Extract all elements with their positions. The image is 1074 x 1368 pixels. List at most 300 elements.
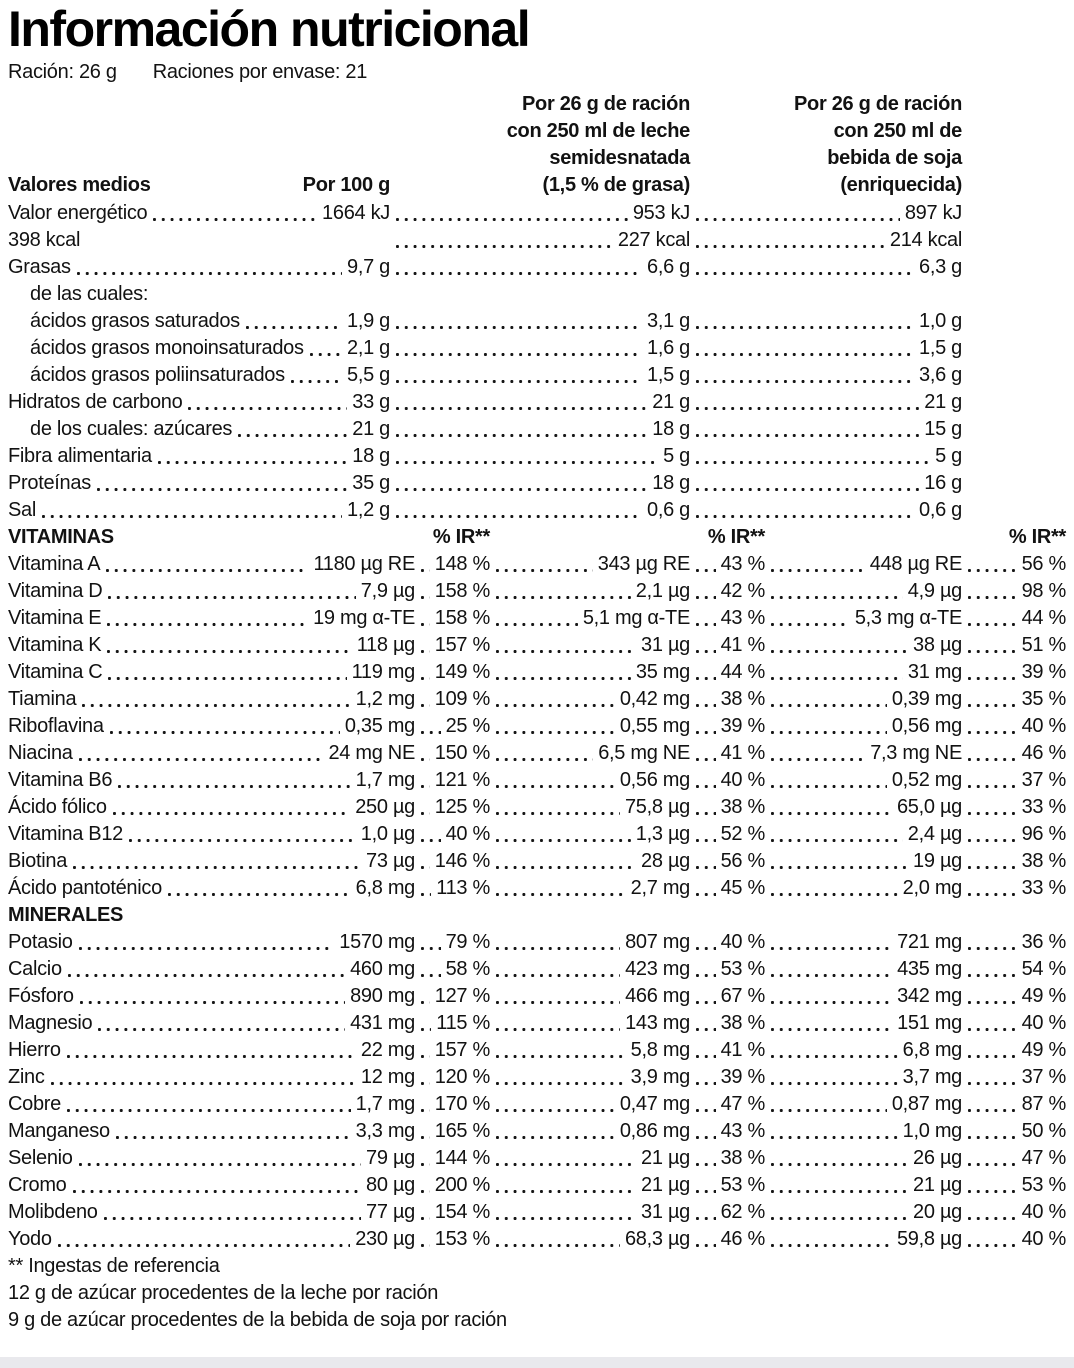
value-per-racion-soja-value: 0,87 mg [891,1093,962,1115]
nutrient-row [8,200,1066,227]
value-per-racion-leche-value: 953 kJ [632,202,690,224]
percent-ir-leche-value: 53 % [720,1174,765,1196]
section-header-row [8,524,1066,551]
percent-ir-soja-value: 37 % [1021,769,1066,791]
dot-leader [106,632,351,659]
nutrient-row [8,659,1066,686]
percent-ir-soja-value: 33 % [1021,796,1066,818]
dot-leader [66,1091,351,1118]
nutrient-row [8,1118,1066,1145]
value-per-racion-soja-value: 435 mg [897,958,962,980]
value-per-racion-soja [765,821,962,848]
percent-ir-leche-value: 46 % [720,1228,765,1250]
percent-ir-soja [962,929,1066,956]
value-per-racion-soja-value: 214 kcal [889,229,962,251]
percent-ir-100g [415,956,490,983]
percent-ir-100g-value: 170 % [434,1093,490,1115]
nutrient-label: Molibdeno [8,1201,98,1223]
dot-leader [66,1037,356,1064]
value-per-racion-leche-value: 75,8 µg [624,796,690,818]
value-per-100g-value: 5,5 g [347,364,390,386]
value-per-racion-soja-value: 897 kJ [904,202,962,224]
section-title: VITAMINAS [8,526,114,548]
value-per-100g [62,956,415,983]
dot-leader [695,551,716,578]
percent-ir-soja-value: 40 % [1021,1012,1066,1034]
value-per-racion-leche-value: 31 µg [641,634,690,656]
section-header-row [8,902,1066,929]
dot-leader [420,1226,430,1253]
value-per-racion-leche [390,443,690,470]
percent-ir-soja-value: 96 % [1021,823,1066,845]
percent-ir-soja-value: 53 % [1021,1174,1066,1196]
column-header-por-100g: Por 100 g [302,174,390,196]
value-per-100g [67,848,415,875]
nutrient-row [8,794,1066,821]
percent-ir-100g-value: 146 % [434,850,490,872]
value-per-100g [45,1064,415,1091]
percent-ir-100g-value: 109 % [434,688,490,710]
value-per-racion-leche [490,983,690,1010]
percent-ir-soja [962,1199,1066,1226]
nutrition-table [8,200,1066,1253]
value-per-racion-soja-value: 21 µg [913,1174,962,1196]
dot-leader [695,335,914,362]
nutrient-row [8,470,1066,497]
value-per-racion-soja-value: 5 g [935,445,962,467]
dot-leader [695,1091,716,1118]
percent-ir-leche-value: 38 % [720,796,765,818]
percent-ir-100g [415,551,490,578]
nutrient-label: Fósforo [8,985,74,1007]
nutrient-label: Fibra alimentaria [8,445,152,467]
dot-leader [967,1064,1017,1091]
dot-leader [495,821,631,848]
value-per-racion-leche [490,578,690,605]
percent-ir-leche [690,1091,765,1118]
dot-leader [967,578,1017,605]
dot-leader [967,1226,1017,1253]
percent-ir-leche [690,794,765,821]
value-per-racion-leche [490,794,690,821]
value-per-100g-value: 119 mg [351,661,415,683]
dot-leader [152,200,317,227]
value-per-racion-leche [490,1091,690,1118]
dot-leader [770,659,903,686]
percent-ir-leche-value: 52 % [720,823,765,845]
dot-leader [395,335,642,362]
ir-header: % IR** [707,526,765,548]
dot-leader [695,875,716,902]
dot-leader [420,1037,430,1064]
percent-ir-100g [415,713,490,740]
percent-ir-100g-value: 149 % [434,661,490,683]
percent-ir-100g-value: 144 % [434,1147,490,1169]
nutrient-label: ácidos grasos monoinsaturados [30,337,304,359]
value-per-racion-leche-value: 0,6 g [647,499,690,521]
value-per-racion-leche [390,497,690,524]
value-per-racion-soja [765,1064,962,1091]
value-per-100g [74,983,415,1010]
percent-ir-100g-value: 165 % [434,1120,490,1142]
percent-ir-leche [690,1118,765,1145]
dot-leader [695,1037,716,1064]
dot-leader [495,794,620,821]
percent-ir-leche [690,686,765,713]
value-per-100g [285,362,390,389]
value-per-racion-soja-value: 15 g [924,418,962,440]
dot-leader [97,1010,345,1037]
percent-ir-100g-value: 25 % [445,715,490,737]
value-per-racion-soja [765,1091,962,1118]
value-per-racion-soja-value: 26 µg [913,1147,962,1169]
value-per-racion-soja-value: 0,52 mg [891,769,962,791]
column-headers [8,91,1066,199]
nutrient-row [8,821,1066,848]
value-per-100g-value: 118 µg [356,634,415,656]
dot-leader [495,686,615,713]
percent-ir-100g [415,821,490,848]
percent-ir-100g-value: 40 % [445,823,490,845]
percent-ir-100g-value: 158 % [434,607,490,629]
nutrient-row [8,1199,1066,1226]
value-per-racion-soja-value: 38 µg [913,634,962,656]
value-per-racion-leche [490,1010,690,1037]
percent-ir-leche [690,1145,765,1172]
nutrient-row [8,497,1066,524]
percent-ir-leche-value: 41 % [720,1039,765,1061]
value-per-100g-value: 2,1 g [347,337,390,359]
dot-leader [770,686,887,713]
percent-ir-leche-value: 44 % [720,661,765,683]
value-per-racion-soja [690,362,962,389]
value-per-racion-leche [490,767,690,794]
percent-ir-soja [962,578,1066,605]
value-per-racion-leche [490,1172,690,1199]
percent-ir-soja [962,1226,1066,1253]
value-per-racion-leche-value: 1,3 µg [635,823,690,845]
dot-leader [495,1064,626,1091]
percent-ir-soja-value: 98 % [1021,580,1066,602]
dot-leader [103,1199,361,1226]
value-per-racion-leche-value: 31 µg [641,1201,690,1223]
value-per-racion-soja-value: 342 mg [897,985,962,1007]
value-per-racion-leche [490,848,690,875]
dot-leader [495,632,636,659]
nutrient-row [8,335,1066,362]
dot-leader [967,848,1017,875]
percent-ir-leche [690,821,765,848]
percent-ir-leche [690,713,765,740]
dot-leader [57,1226,351,1253]
percent-ir-soja-value: 49 % [1021,985,1066,1007]
value-per-100g [91,470,390,497]
value-per-racion-leche-value: 807 mg [625,931,690,953]
dot-leader [420,848,430,875]
nutrient-label: ácidos grasos saturados [30,310,240,332]
percent-ir-soja [962,605,1066,632]
nutrient-row [8,1010,1066,1037]
dot-leader [78,740,324,767]
dot-leader [770,875,898,902]
nutrient-label: de los cuales: azúcares [30,418,233,440]
value-per-racion-soja [765,848,962,875]
value-per-racion-leche-value: 1,5 g [647,364,690,386]
value-per-100g [123,821,415,848]
dot-leader [770,794,892,821]
nutrient-row [8,254,1066,281]
dot-leader [78,929,335,956]
nutrient-row [8,1037,1066,1064]
value-per-100g-value: 1,0 µg [360,823,415,845]
nutrient-label: Zinc [8,1066,45,1088]
dot-leader [770,956,892,983]
percent-ir-leche-value: 39 % [720,715,765,737]
value-per-100g [71,254,390,281]
nutrient-row [8,416,1066,443]
value-per-racion-leche [390,200,690,227]
dot-leader [309,335,342,362]
percent-ir-leche [690,659,765,686]
percent-ir-soja [962,632,1066,659]
dot-leader [420,1172,430,1199]
percent-ir-100g-value: 150 % [434,742,490,764]
percent-ir-100g [415,1037,490,1064]
dot-leader [72,848,361,875]
value-per-racion-leche [490,659,690,686]
value-per-racion-leche-value: 5,8 mg [630,1039,690,1061]
value-per-racion-leche-value: 0,42 mg [619,688,690,710]
nutrient-label: Ácido pantoténico [8,877,162,899]
percent-ir-100g [415,605,490,632]
dot-leader [495,848,636,875]
value-per-100g-value: 7,9 µg [360,580,415,602]
dot-leader [770,632,908,659]
value-per-racion-soja-value: 20 µg [913,1201,962,1223]
dot-leader [695,362,914,389]
value-per-racion-leche-value: 21 µg [641,1174,690,1196]
dot-leader [395,200,628,227]
nutrient-label: Vitamina E [8,607,102,629]
dot-leader [967,1091,1017,1118]
percent-ir-100g [415,578,490,605]
dot-leader [167,875,351,902]
nutrient-row [8,929,1066,956]
value-per-racion-soja-value: 6,8 mg [902,1039,962,1061]
percent-ir-leche [690,551,765,578]
percent-ir-100g [415,875,490,902]
nutrient-label: Tiamina [8,688,77,710]
nutrient-label: Potasio [8,931,73,953]
value-per-100g-value: 460 mg [350,958,415,980]
percent-ir-100g-value: 157 % [434,634,490,656]
value-per-racion-leche [490,1226,690,1253]
percent-ir-100g [415,686,490,713]
percent-ir-leche-value: 42 % [720,580,765,602]
dot-leader [695,1010,716,1037]
serving-size: Ración: 26 g [8,61,117,83]
dot-leader [770,848,908,875]
percent-ir-soja-value: 35 % [1021,688,1066,710]
value-per-100g-value: 35 g [352,472,390,494]
nutrient-label: Calcio [8,958,62,980]
percent-ir-soja [962,713,1066,740]
percent-ir-100g-value: 113 % [436,877,490,899]
dot-leader [770,929,892,956]
dot-leader [78,1145,361,1172]
value-per-racion-soja [690,389,962,416]
value-per-racion-leche [490,686,690,713]
percent-ir-leche-value: 47 % [720,1093,765,1115]
dot-leader [395,416,647,443]
value-per-racion-soja-value: 6,3 g [919,256,962,278]
dot-leader [695,686,716,713]
value-per-100g-value: 250 µg [355,796,415,818]
value-per-100g [101,605,415,632]
value-per-racion-leche [490,821,690,848]
bottom-edge-strip [0,1357,1074,1368]
value-per-racion-leche [490,551,690,578]
value-per-racion-soja [765,1226,962,1253]
nutrient-label: Selenio [8,1147,73,1169]
value-per-racion-leche-value: 3,9 mg [630,1066,690,1088]
value-per-100g-value: 21 g [352,418,390,440]
nutrient-label: Hidratos de carbono [8,391,183,413]
dot-leader [967,1145,1017,1172]
dot-leader [495,605,578,632]
value-per-100g [110,1118,415,1145]
nutrient-row [8,956,1066,983]
value-per-racion-soja [690,200,962,227]
percent-ir-100g-value: 153 % [434,1228,490,1250]
nutrient-row [8,551,1066,578]
percent-ir-leche-value: 41 % [720,634,765,656]
percent-ir-100g-value: 148 % [434,553,490,575]
dot-leader [495,713,615,740]
nutrient-label: Niacina [8,742,73,764]
percent-ir-soja-value: 49 % [1021,1039,1066,1061]
value-per-100g-value: 398 kcal [8,229,81,251]
dot-leader [967,632,1017,659]
dot-leader [115,1118,351,1145]
value-per-racion-soja [690,335,962,362]
value-per-racion-leche [490,1145,690,1172]
percent-ir-leche [690,767,765,794]
nutrient-label: Hierro [8,1039,61,1061]
dot-leader [117,767,350,794]
value-per-racion-soja [765,929,962,956]
nutrient-row [8,686,1066,713]
value-per-racion-soja-value: 721 mg [897,931,962,953]
value-per-100g [73,929,415,956]
footnote: ** Ingestas de referencia [8,1255,220,1277]
percent-ir-leche [690,1037,765,1064]
dot-leader [495,1172,636,1199]
nutrient-label: Vitamina A [8,553,101,575]
value-per-racion-leche [390,389,690,416]
dot-leader [695,416,919,443]
dot-leader [495,1037,626,1064]
percent-ir-100g [415,983,490,1010]
dot-leader [967,1037,1017,1064]
nutrient-row [8,308,1066,335]
value-per-racion-soja-value: 3,7 mg [902,1066,962,1088]
value-per-racion-soja-value: 1,0 g [919,310,962,332]
value-per-racion-leche [490,1037,690,1064]
percent-ir-soja-value: 38 % [1021,850,1066,872]
percent-ir-100g-value: 121 % [434,769,490,791]
value-per-racion-soja-value: 1,0 mg [902,1120,962,1142]
footnote: 12 g de azúcar procedentes de la leche por ración [8,1282,439,1304]
percent-ir-leche-value: 62 % [720,1201,765,1223]
nutrient-label: Valor energético [8,202,148,224]
percent-ir-100g [415,1226,490,1253]
dot-leader [495,956,620,983]
value-per-racion-leche-value: 2,1 µg [635,580,690,602]
value-per-100g [52,1226,415,1253]
value-per-100g-value: 77 µg [366,1201,415,1223]
value-per-100g [98,1199,415,1226]
value-per-100g-value: 80 µg [366,1174,415,1196]
value-per-racion-soja-value: 19 µg [913,850,962,872]
percent-ir-soja [962,848,1066,875]
percent-ir-100g [415,1091,490,1118]
value-per-100g [240,308,390,335]
nutrient-label: de las cuales: [30,283,149,305]
value-per-racion-leche [490,1118,690,1145]
percent-ir-leche [690,956,765,983]
dot-leader [695,632,716,659]
percent-ir-soja [962,1145,1066,1172]
percent-ir-100g-value: 200 % [434,1174,490,1196]
dot-leader [128,821,356,848]
dot-leader [495,767,615,794]
dot-leader [770,740,865,767]
percent-ir-leche [690,848,765,875]
percent-ir-soja-value: 33 % [1021,877,1066,899]
dot-leader [967,1199,1017,1226]
percent-ir-100g [415,740,490,767]
dot-leader [420,578,430,605]
nutrient-row [8,227,1066,254]
value-per-100g-value: 1,7 mg [355,769,415,791]
value-per-racion-soja [765,551,962,578]
value-per-racion-leche [390,254,690,281]
dot-leader [420,605,430,632]
value-per-100g-value: 22 mg [360,1039,415,1061]
value-per-racion-leche-value: 18 g [652,418,690,440]
value-per-racion-leche-value: 5 g [663,445,690,467]
dot-leader [967,956,1017,983]
nutrient-row [8,767,1066,794]
percent-ir-100g-value: 127 % [434,985,490,1007]
nutrient-row [8,605,1066,632]
dot-leader [695,767,716,794]
dot-leader [76,254,342,281]
nutrient-row [8,1091,1066,1118]
value-per-racion-leche [490,1199,690,1226]
dot-leader [495,578,631,605]
dot-leader [695,605,716,632]
nutrient-row [8,362,1066,389]
dot-leader [770,551,865,578]
value-per-100g [232,416,390,443]
percent-ir-leche-value: 38 % [720,688,765,710]
nutrient-label: Vitamina B12 [8,823,123,845]
dot-leader [395,443,658,470]
nutrient-label: Ácido fólico [8,796,107,818]
value-per-racion-leche-value: 28 µg [641,850,690,872]
